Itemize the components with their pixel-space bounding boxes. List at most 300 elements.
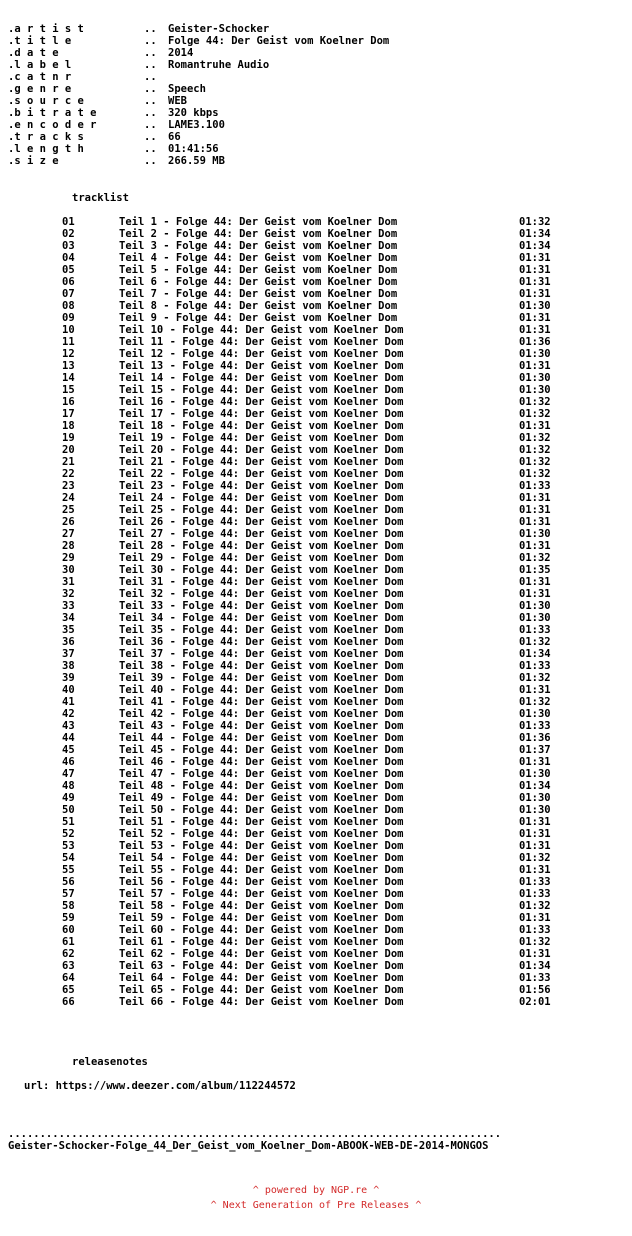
track-duration: 01:33 bbox=[519, 888, 551, 900]
track-row bbox=[62, 864, 551, 876]
track-number: 59 bbox=[62, 912, 75, 924]
track-number: 11 bbox=[62, 336, 75, 348]
track-duration: 02:01 bbox=[519, 996, 551, 1008]
track-duration: 01:32 bbox=[519, 636, 551, 648]
track-number: 51 bbox=[62, 816, 75, 828]
track-duration: 01:31 bbox=[519, 948, 551, 960]
track-duration: 01:30 bbox=[519, 384, 551, 396]
track-number: 61 bbox=[62, 936, 75, 948]
track-number: 34 bbox=[62, 612, 75, 624]
track-row bbox=[62, 912, 551, 924]
track-title: Teil 16 - Folge 44: Der Geist vom Koelner Dom bbox=[119, 396, 404, 408]
track-title: Teil 24 - Folge 44: Der Geist vom Koelner Dom bbox=[119, 492, 404, 504]
track-duration: 01:31 bbox=[519, 420, 551, 432]
track-title: Teil 59 - Folge 44: Der Geist vom Koelner Dom bbox=[119, 912, 404, 924]
track-title: Teil 34 - Folge 44: Der Geist vom Koelner Dom bbox=[119, 612, 404, 624]
track-row bbox=[62, 408, 551, 420]
track-row bbox=[62, 324, 551, 336]
track-row bbox=[62, 636, 551, 648]
track-number: 64 bbox=[62, 972, 75, 984]
track-duration: 01:30 bbox=[519, 528, 551, 540]
track-duration: 01:36 bbox=[519, 732, 551, 744]
track-title: Teil 58 - Folge 44: Der Geist vom Koelner Dom bbox=[119, 900, 404, 912]
track-row bbox=[62, 888, 551, 900]
track-duration: 01:31 bbox=[519, 840, 551, 852]
track-duration: 01:30 bbox=[519, 372, 551, 384]
info-key: .c a t n r bbox=[8, 71, 72, 83]
track-duration: 01:31 bbox=[519, 360, 551, 372]
track-row bbox=[62, 552, 551, 564]
track-row bbox=[62, 984, 551, 996]
track-row bbox=[62, 576, 551, 588]
track-title: Teil 39 - Folge 44: Der Geist vom Koelner Dom bbox=[119, 672, 404, 684]
track-duration: 01:37 bbox=[519, 744, 551, 756]
track-row bbox=[62, 720, 551, 732]
info-key: .a r t i s t bbox=[8, 23, 84, 35]
track-row bbox=[62, 996, 551, 1008]
info-row bbox=[8, 71, 389, 83]
track-row bbox=[62, 828, 551, 840]
track-title: Teil 57 - Folge 44: Der Geist vom Koelner Dom bbox=[119, 888, 404, 900]
info-value: 2014 bbox=[168, 47, 194, 59]
info-key: .t i t l e bbox=[8, 35, 72, 47]
track-row bbox=[62, 384, 551, 396]
track-row bbox=[62, 468, 551, 480]
track-duration: 01:31 bbox=[519, 504, 551, 516]
info-row bbox=[8, 131, 389, 143]
track-row bbox=[62, 444, 551, 456]
track-row bbox=[62, 648, 551, 660]
track-row bbox=[62, 768, 551, 780]
track-duration: 01:30 bbox=[519, 348, 551, 360]
track-title: Teil 33 - Folge 44: Der Geist vom Koelner Dom bbox=[119, 600, 404, 612]
divider: .............................................................................. bbox=[8, 1128, 502, 1140]
track-title: Teil 37 - Folge 44: Der Geist vom Koelner Dom bbox=[119, 648, 404, 660]
track-title: Teil 4 - Folge 44: Der Geist vom Koelner Dom bbox=[119, 252, 398, 264]
track-number: 20 bbox=[62, 444, 75, 456]
track-title: Teil 22 - Folge 44: Der Geist vom Koelner Dom bbox=[119, 468, 404, 480]
track-row bbox=[62, 504, 551, 516]
track-title: Teil 18 - Folge 44: Der Geist vom Koelner Dom bbox=[119, 420, 404, 432]
track-duration: 01:30 bbox=[519, 804, 551, 816]
track-duration: 01:31 bbox=[519, 516, 551, 528]
track-number: 12 bbox=[62, 348, 75, 360]
track-duration: 01:31 bbox=[519, 912, 551, 924]
track-title: Teil 61 - Folge 44: Der Geist vom Koelner Dom bbox=[119, 936, 404, 948]
track-title: Teil 17 - Folge 44: Der Geist vom Koelner Dom bbox=[119, 408, 404, 420]
track-row bbox=[62, 540, 551, 552]
track-title: Teil 56 - Folge 44: Der Geist vom Koelner Dom bbox=[119, 876, 404, 888]
track-row bbox=[62, 216, 551, 228]
track-duration: 01:33 bbox=[519, 660, 551, 672]
track-duration: 01:31 bbox=[519, 288, 551, 300]
track-title: Teil 45 - Folge 44: Der Geist vom Koelner Dom bbox=[119, 744, 404, 756]
track-title: Teil 64 - Folge 44: Der Geist vom Koelner Dom bbox=[119, 972, 404, 984]
track-duration: 01:33 bbox=[519, 924, 551, 936]
footer-powered-by: ^ powered by NGP.re ^ bbox=[252, 1185, 380, 1196]
track-row bbox=[62, 588, 551, 600]
track-duration: 01:31 bbox=[519, 816, 551, 828]
info-key: .g e n r e bbox=[8, 83, 72, 95]
track-duration: 01:31 bbox=[519, 276, 551, 288]
track-row bbox=[62, 432, 551, 444]
track-title: Teil 6 - Folge 44: Der Geist vom Koelner Dom bbox=[119, 276, 398, 288]
track-duration: 01:32 bbox=[519, 552, 551, 564]
info-row bbox=[8, 59, 389, 71]
info-separator: .. bbox=[144, 119, 157, 131]
track-row bbox=[62, 528, 551, 540]
track-number: 05 bbox=[62, 264, 75, 276]
track-title: Teil 32 - Folge 44: Der Geist vom Koelner Dom bbox=[119, 588, 404, 600]
info-key: .b i t r a t e bbox=[8, 107, 97, 119]
track-duration: 01:33 bbox=[519, 624, 551, 636]
track-duration: 01:30 bbox=[519, 768, 551, 780]
track-row bbox=[62, 312, 551, 324]
track-number: 03 bbox=[62, 240, 75, 252]
track-number: 63 bbox=[62, 960, 75, 972]
info-key: .e n c o d e r bbox=[8, 119, 97, 131]
track-number: 21 bbox=[62, 456, 75, 468]
track-number: 41 bbox=[62, 696, 75, 708]
info-separator: .. bbox=[144, 107, 157, 119]
track-title: Teil 38 - Folge 44: Der Geist vom Koelner Dom bbox=[119, 660, 404, 672]
track-row bbox=[62, 684, 551, 696]
url-line bbox=[24, 1080, 296, 1092]
track-number: 42 bbox=[62, 708, 75, 720]
track-row bbox=[62, 960, 551, 972]
track-title: Teil 43 - Folge 44: Der Geist vom Koelner Dom bbox=[119, 720, 404, 732]
track-duration: 01:33 bbox=[519, 720, 551, 732]
track-row bbox=[62, 288, 551, 300]
info-key: .d a t e bbox=[8, 47, 59, 59]
track-title: Teil 28 - Folge 44: Der Geist vom Koelner Dom bbox=[119, 540, 404, 552]
track-duration: 01:34 bbox=[519, 648, 551, 660]
track-row bbox=[62, 756, 551, 768]
track-row bbox=[62, 336, 551, 348]
track-duration: 01:32 bbox=[519, 900, 551, 912]
track-row bbox=[62, 972, 551, 984]
footer-tagline: ^ Next Generation of Pre Releases ^ bbox=[210, 1200, 422, 1211]
track-number: 19 bbox=[62, 432, 75, 444]
track-row bbox=[62, 780, 551, 792]
track-number: 47 bbox=[62, 768, 75, 780]
info-key: .t r a c k s bbox=[8, 131, 84, 143]
track-duration: 01:31 bbox=[519, 828, 551, 840]
track-title: Teil 30 - Folge 44: Der Geist vom Koelner Dom bbox=[119, 564, 404, 576]
track-row bbox=[62, 264, 551, 276]
track-number: 46 bbox=[62, 756, 75, 768]
track-title: Teil 10 - Folge 44: Der Geist vom Koelner Dom bbox=[119, 324, 404, 336]
track-row bbox=[62, 816, 551, 828]
track-title: Teil 47 - Folge 44: Der Geist vom Koelner Dom bbox=[119, 768, 404, 780]
track-title: Teil 14 - Folge 44: Der Geist vom Koelner Dom bbox=[119, 372, 404, 384]
track-number: 18 bbox=[62, 420, 75, 432]
track-duration: 01:36 bbox=[519, 336, 551, 348]
url-label: url: bbox=[24, 1080, 50, 1092]
track-duration: 01:34 bbox=[519, 240, 551, 252]
track-number: 53 bbox=[62, 840, 75, 852]
track-number: 35 bbox=[62, 624, 75, 636]
track-title: Teil 2 - Folge 44: Der Geist vom Koelner Dom bbox=[119, 228, 398, 240]
track-number: 15 bbox=[62, 384, 75, 396]
track-title: Teil 62 - Folge 44: Der Geist vom Koelner Dom bbox=[119, 948, 404, 960]
track-number: 60 bbox=[62, 924, 75, 936]
track-duration: 01:32 bbox=[519, 852, 551, 864]
track-row bbox=[62, 840, 551, 852]
track-duration: 01:30 bbox=[519, 600, 551, 612]
info-separator: .. bbox=[144, 23, 157, 35]
track-row bbox=[62, 708, 551, 720]
info-separator: .. bbox=[144, 59, 157, 71]
track-duration: 01:31 bbox=[519, 576, 551, 588]
track-title: Teil 26 - Folge 44: Der Geist vom Koelner Dom bbox=[119, 516, 404, 528]
track-number: 25 bbox=[62, 504, 75, 516]
info-value: LAME3.100 bbox=[168, 119, 225, 131]
track-row bbox=[62, 456, 551, 468]
track-number: 31 bbox=[62, 576, 75, 588]
track-title: Teil 9 - Folge 44: Der Geist vom Koelner Dom bbox=[119, 312, 398, 324]
track-duration: 01:34 bbox=[519, 960, 551, 972]
track-row bbox=[62, 852, 551, 864]
info-separator: .. bbox=[144, 47, 157, 59]
track-title: Teil 53 - Folge 44: Der Geist vom Koelner Dom bbox=[119, 840, 404, 852]
tracklist bbox=[62, 216, 551, 1008]
track-number: 33 bbox=[62, 600, 75, 612]
releasenotes-heading: releasenotes bbox=[72, 1056, 148, 1068]
track-title: Teil 23 - Folge 44: Der Geist vom Koelner Dom bbox=[119, 480, 404, 492]
track-row bbox=[62, 732, 551, 744]
track-title: Teil 11 - Folge 44: Der Geist vom Koelner Dom bbox=[119, 336, 404, 348]
track-row bbox=[62, 372, 551, 384]
track-duration: 01:33 bbox=[519, 972, 551, 984]
track-number: 45 bbox=[62, 744, 75, 756]
info-separator: .. bbox=[144, 71, 157, 83]
track-row bbox=[62, 672, 551, 684]
track-number: 52 bbox=[62, 828, 75, 840]
info-row bbox=[8, 107, 389, 119]
track-row bbox=[62, 396, 551, 408]
track-title: Teil 5 - Folge 44: Der Geist vom Koelner Dom bbox=[119, 264, 398, 276]
track-row bbox=[62, 624, 551, 636]
track-duration: 01:30 bbox=[519, 612, 551, 624]
track-number: 07 bbox=[62, 288, 75, 300]
track-number: 66 bbox=[62, 996, 75, 1008]
release-info-block bbox=[8, 23, 389, 167]
track-number: 22 bbox=[62, 468, 75, 480]
track-title: Teil 52 - Folge 44: Der Geist vom Koelner Dom bbox=[119, 828, 404, 840]
track-title: Teil 51 - Folge 44: Der Geist vom Koelner Dom bbox=[119, 816, 404, 828]
info-row bbox=[8, 83, 389, 95]
track-row bbox=[62, 276, 551, 288]
track-row bbox=[62, 600, 551, 612]
track-duration: 01:31 bbox=[519, 588, 551, 600]
track-title: Teil 41 - Folge 44: Der Geist vom Koelner Dom bbox=[119, 696, 404, 708]
track-title: Teil 25 - Folge 44: Der Geist vom Koelner Dom bbox=[119, 504, 404, 516]
info-row bbox=[8, 95, 389, 107]
info-key: .l e n g t h bbox=[8, 143, 84, 155]
info-value: 266.59 MB bbox=[168, 155, 225, 167]
track-duration: 01:31 bbox=[519, 540, 551, 552]
track-number: 16 bbox=[62, 396, 75, 408]
track-title: Teil 3 - Folge 44: Der Geist vom Koelner Dom bbox=[119, 240, 398, 252]
track-title: Teil 54 - Folge 44: Der Geist vom Koelner Dom bbox=[119, 852, 404, 864]
track-row bbox=[62, 936, 551, 948]
track-row bbox=[62, 360, 551, 372]
track-number: 09 bbox=[62, 312, 75, 324]
info-row bbox=[8, 143, 389, 155]
track-title: Teil 7 - Folge 44: Der Geist vom Koelner Dom bbox=[119, 288, 398, 300]
track-number: 50 bbox=[62, 804, 75, 816]
track-title: Teil 66 - Folge 44: Der Geist vom Koelner Dom bbox=[119, 996, 404, 1008]
track-duration: 01:32 bbox=[519, 216, 551, 228]
track-row bbox=[62, 252, 551, 264]
track-number: 14 bbox=[62, 372, 75, 384]
track-number: 23 bbox=[62, 480, 75, 492]
track-row bbox=[62, 924, 551, 936]
info-value: 320 kbps bbox=[168, 107, 219, 119]
track-title: Teil 35 - Folge 44: Der Geist vom Koelner Dom bbox=[119, 624, 404, 636]
track-number: 55 bbox=[62, 864, 75, 876]
track-duration: 01:30 bbox=[519, 708, 551, 720]
track-duration: 01:32 bbox=[519, 408, 551, 420]
track-duration: 01:32 bbox=[519, 468, 551, 480]
track-number: 02 bbox=[62, 228, 75, 240]
track-duration: 01:32 bbox=[519, 696, 551, 708]
info-row bbox=[8, 155, 389, 167]
track-title: Teil 8 - Folge 44: Der Geist vom Koelner Dom bbox=[119, 300, 398, 312]
track-duration: 01:32 bbox=[519, 936, 551, 948]
track-duration: 01:31 bbox=[519, 324, 551, 336]
track-row bbox=[62, 300, 551, 312]
info-value: Romantruhe Audio bbox=[168, 59, 270, 71]
track-row bbox=[62, 744, 551, 756]
track-duration: 01:31 bbox=[519, 864, 551, 876]
track-row bbox=[62, 516, 551, 528]
track-number: 58 bbox=[62, 900, 75, 912]
info-value: Folge 44: Der Geist vom Koelner Dom bbox=[168, 35, 390, 47]
track-title: Teil 13 - Folge 44: Der Geist vom Koelner Dom bbox=[119, 360, 404, 372]
track-row bbox=[62, 696, 551, 708]
track-number: 04 bbox=[62, 252, 75, 264]
info-value: 66 bbox=[168, 131, 181, 143]
track-duration: 01:35 bbox=[519, 564, 551, 576]
track-duration: 01:34 bbox=[519, 780, 551, 792]
track-title: Teil 49 - Folge 44: Der Geist vom Koelner Dom bbox=[119, 792, 404, 804]
track-title: Teil 63 - Folge 44: Der Geist vom Koelner Dom bbox=[119, 960, 404, 972]
track-duration: 01:32 bbox=[519, 672, 551, 684]
track-number: 39 bbox=[62, 672, 75, 684]
track-number: 13 bbox=[62, 360, 75, 372]
track-number: 24 bbox=[62, 492, 75, 504]
track-duration: 01:33 bbox=[519, 876, 551, 888]
track-duration: 01:30 bbox=[519, 792, 551, 804]
track-row bbox=[62, 792, 551, 804]
info-separator: .. bbox=[144, 143, 157, 155]
track-number: 32 bbox=[62, 588, 75, 600]
track-title: Teil 44 - Folge 44: Der Geist vom Koelner Dom bbox=[119, 732, 404, 744]
info-value: Speech bbox=[168, 83, 206, 95]
track-duration: 01:31 bbox=[519, 492, 551, 504]
track-number: 08 bbox=[62, 300, 75, 312]
track-title: Teil 40 - Folge 44: Der Geist vom Koelner Dom bbox=[119, 684, 404, 696]
track-title: Teil 42 - Folge 44: Der Geist vom Koelner Dom bbox=[119, 708, 404, 720]
track-row bbox=[62, 612, 551, 624]
info-separator: .. bbox=[144, 35, 157, 47]
track-duration: 01:32 bbox=[519, 396, 551, 408]
info-row bbox=[8, 47, 389, 59]
track-row bbox=[62, 240, 551, 252]
track-number: 28 bbox=[62, 540, 75, 552]
track-duration: 01:32 bbox=[519, 444, 551, 456]
track-title: Teil 55 - Folge 44: Der Geist vom Koelner Dom bbox=[119, 864, 404, 876]
release-name: Geister-Schocker-Folge_44_Der_Geist_vom_Koelner_Dom-ABOOK-WEB-DE-2014-MONGOS bbox=[8, 1140, 489, 1152]
track-number: 57 bbox=[62, 888, 75, 900]
info-row bbox=[8, 23, 389, 35]
track-title: Teil 60 - Folge 44: Der Geist vom Koelner Dom bbox=[119, 924, 404, 936]
track-number: 27 bbox=[62, 528, 75, 540]
track-duration: 01:34 bbox=[519, 228, 551, 240]
track-duration: 01:31 bbox=[519, 684, 551, 696]
track-row bbox=[62, 876, 551, 888]
track-number: 17 bbox=[62, 408, 75, 420]
info-separator: .. bbox=[144, 95, 157, 107]
track-duration: 01:31 bbox=[519, 264, 551, 276]
info-value: 01:41:56 bbox=[168, 143, 219, 155]
track-row bbox=[62, 900, 551, 912]
info-key: .l a b e l bbox=[8, 59, 72, 71]
track-row bbox=[62, 228, 551, 240]
track-title: Teil 19 - Folge 44: Der Geist vom Koelner Dom bbox=[119, 432, 404, 444]
track-number: 38 bbox=[62, 660, 75, 672]
track-number: 62 bbox=[62, 948, 75, 960]
track-title: Teil 29 - Folge 44: Der Geist vom Koelner Dom bbox=[119, 552, 404, 564]
track-title: Teil 50 - Folge 44: Der Geist vom Koelner Dom bbox=[119, 804, 404, 816]
track-title: Teil 31 - Folge 44: Der Geist vom Koelner Dom bbox=[119, 576, 404, 588]
info-row bbox=[8, 35, 389, 47]
track-row bbox=[62, 948, 551, 960]
track-title: Teil 48 - Folge 44: Der Geist vom Koelner Dom bbox=[119, 780, 404, 792]
info-separator: .. bbox=[144, 155, 157, 167]
track-number: 06 bbox=[62, 276, 75, 288]
track-duration: 01:30 bbox=[519, 300, 551, 312]
track-number: 29 bbox=[62, 552, 75, 564]
track-title: Teil 46 - Folge 44: Der Geist vom Koelner Dom bbox=[119, 756, 404, 768]
track-number: 30 bbox=[62, 564, 75, 576]
track-number: 10 bbox=[62, 324, 75, 336]
track-duration: 01:32 bbox=[519, 456, 551, 468]
track-number: 40 bbox=[62, 684, 75, 696]
track-row bbox=[62, 480, 551, 492]
track-number: 44 bbox=[62, 732, 75, 744]
track-duration: 01:31 bbox=[519, 756, 551, 768]
track-row bbox=[62, 564, 551, 576]
track-duration: 01:32 bbox=[519, 432, 551, 444]
track-row bbox=[62, 492, 551, 504]
info-key: .s o u r c e bbox=[8, 95, 84, 107]
track-title: Teil 21 - Folge 44: Der Geist vom Koelner Dom bbox=[119, 456, 404, 468]
track-number: 36 bbox=[62, 636, 75, 648]
info-row bbox=[8, 119, 389, 131]
info-separator: .. bbox=[144, 131, 157, 143]
track-title: Teil 27 - Folge 44: Der Geist vom Koelner Dom bbox=[119, 528, 404, 540]
track-row bbox=[62, 804, 551, 816]
track-title: Teil 15 - Folge 44: Der Geist vom Koelner Dom bbox=[119, 384, 404, 396]
track-row bbox=[62, 660, 551, 672]
track-duration: 01:33 bbox=[519, 480, 551, 492]
track-number: 37 bbox=[62, 648, 75, 660]
track-number: 49 bbox=[62, 792, 75, 804]
url-link[interactable]: https://www.deezer.com/album/112244572 bbox=[55, 1080, 296, 1092]
